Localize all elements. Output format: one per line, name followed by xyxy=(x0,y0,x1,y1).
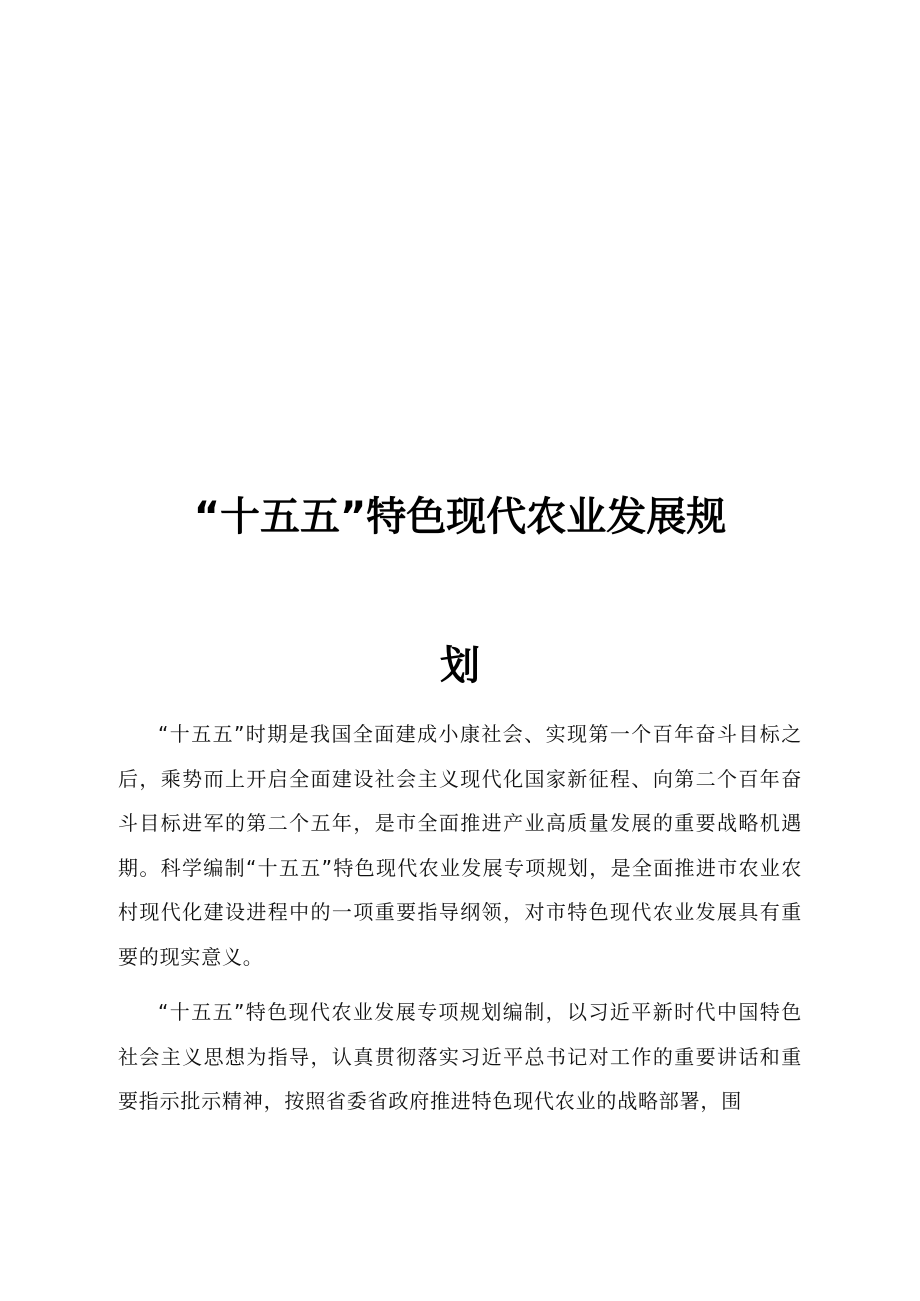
body-paragraph-2: “十五五”特色现代农业发展专项规划编制，以习近平新时代中国特色社会主义思想为指导，认真贯彻落实习近平总书记对工作的重要讲话和重要指示批示精神，按照省委省政府推进特色现代农业的战略部署，围 xyxy=(118,1000,802,1113)
body-paragraph-1: “十五五”时期是我国全面建成小康社会、实现第一个百年奋斗目标之后，乘势而上开启全面建设社会主义现代化国家新征程、向第二个百年奋斗目标进军的第二个五年，是市全面推进产业高质量发展的重要战略机遇期。科学编制“十五五”特色现代农业发展专项规划，是全面推进市农业农村现代化建设进程中的一项重要指导纲领，对市特色现代农业发展具有重要的现实意义。 xyxy=(118,722,802,969)
document-title-line-2: 划 xyxy=(440,643,480,689)
document-title-line-1: “十五五”特色现代农业发展规 xyxy=(193,494,727,540)
